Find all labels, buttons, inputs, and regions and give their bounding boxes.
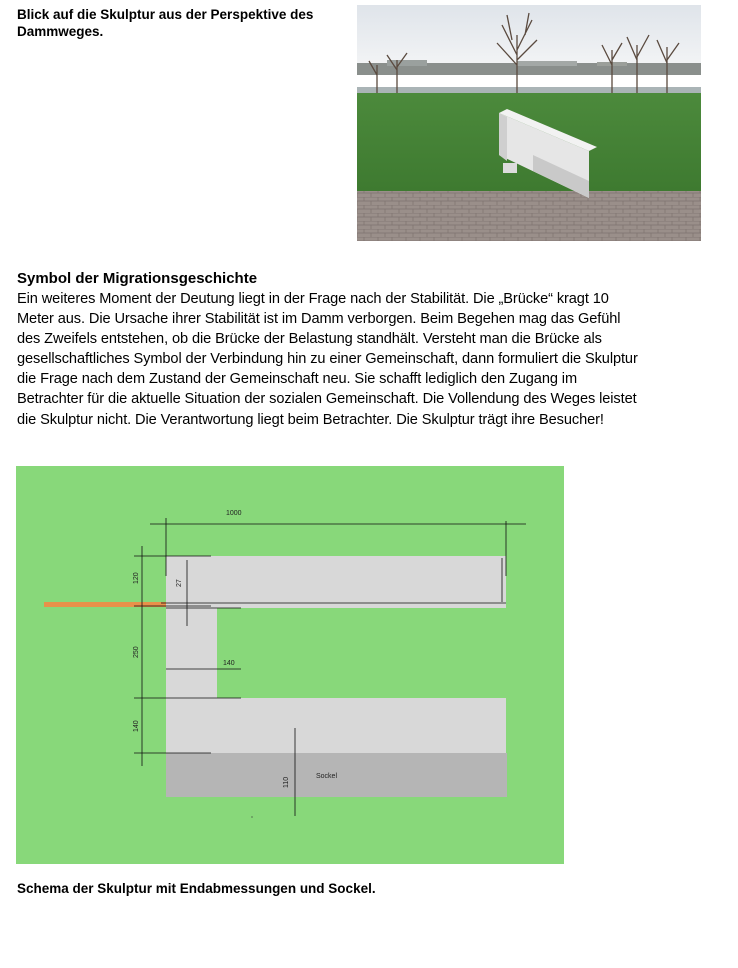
lower-arm (166, 698, 506, 753)
sculpture-photo (357, 5, 701, 241)
photo-caption: Blick auf die Skulptur aus der Perspektive des Dammweges. (17, 7, 314, 39)
dim-110: 110 (283, 776, 290, 788)
sculpture-schema (16, 466, 564, 864)
dim-250: 250 (133, 646, 140, 658)
section-heading: Symbol der Migrationsgeschichte (17, 270, 258, 287)
section-body: Ein weiteres Moment der Deutung liegt in der Frage nach der Stabilität. Die „Brücke“ kragt 10 Meter aus. Die Ursache ihrer Stabilität ist im Damm verborgen. Beim Begehen mag das Gefühl des Zweifels entstehen, ob die Brücke der Belastung standhält. Versteht man die Brücke als gesellschaftliches Symbol der Verbindung hin zu einer Gemeinschaft, dann formuliert die Skulptur die Frage nach dem Zustand der Gemeinschaft neu. Sie schafft lediglich den Zugang im Betrachter für die aktuelle Situation der sozialen Gemeinschaft. Die Vollendung des Weges leistet die Skulptur nicht. Die Verantwortung liegt beim Betrachter. Die Skulptur trägt ihre Besucher! (17, 291, 638, 428)
sockel-label: Sockel (316, 773, 338, 780)
dim-140-inner: 140 (223, 660, 235, 667)
dim-1000: 1000 (226, 510, 242, 517)
schema-background (16, 466, 564, 864)
dim-27: 27 (176, 579, 183, 587)
upper-arm (166, 556, 506, 608)
dim-140-left: 140 (133, 720, 140, 732)
vertical-connector (166, 608, 217, 700)
schema-caption: Schema der Skulptur mit Endabmessungen und Sockel. (17, 881, 376, 896)
dim-120: 120 (133, 572, 140, 584)
